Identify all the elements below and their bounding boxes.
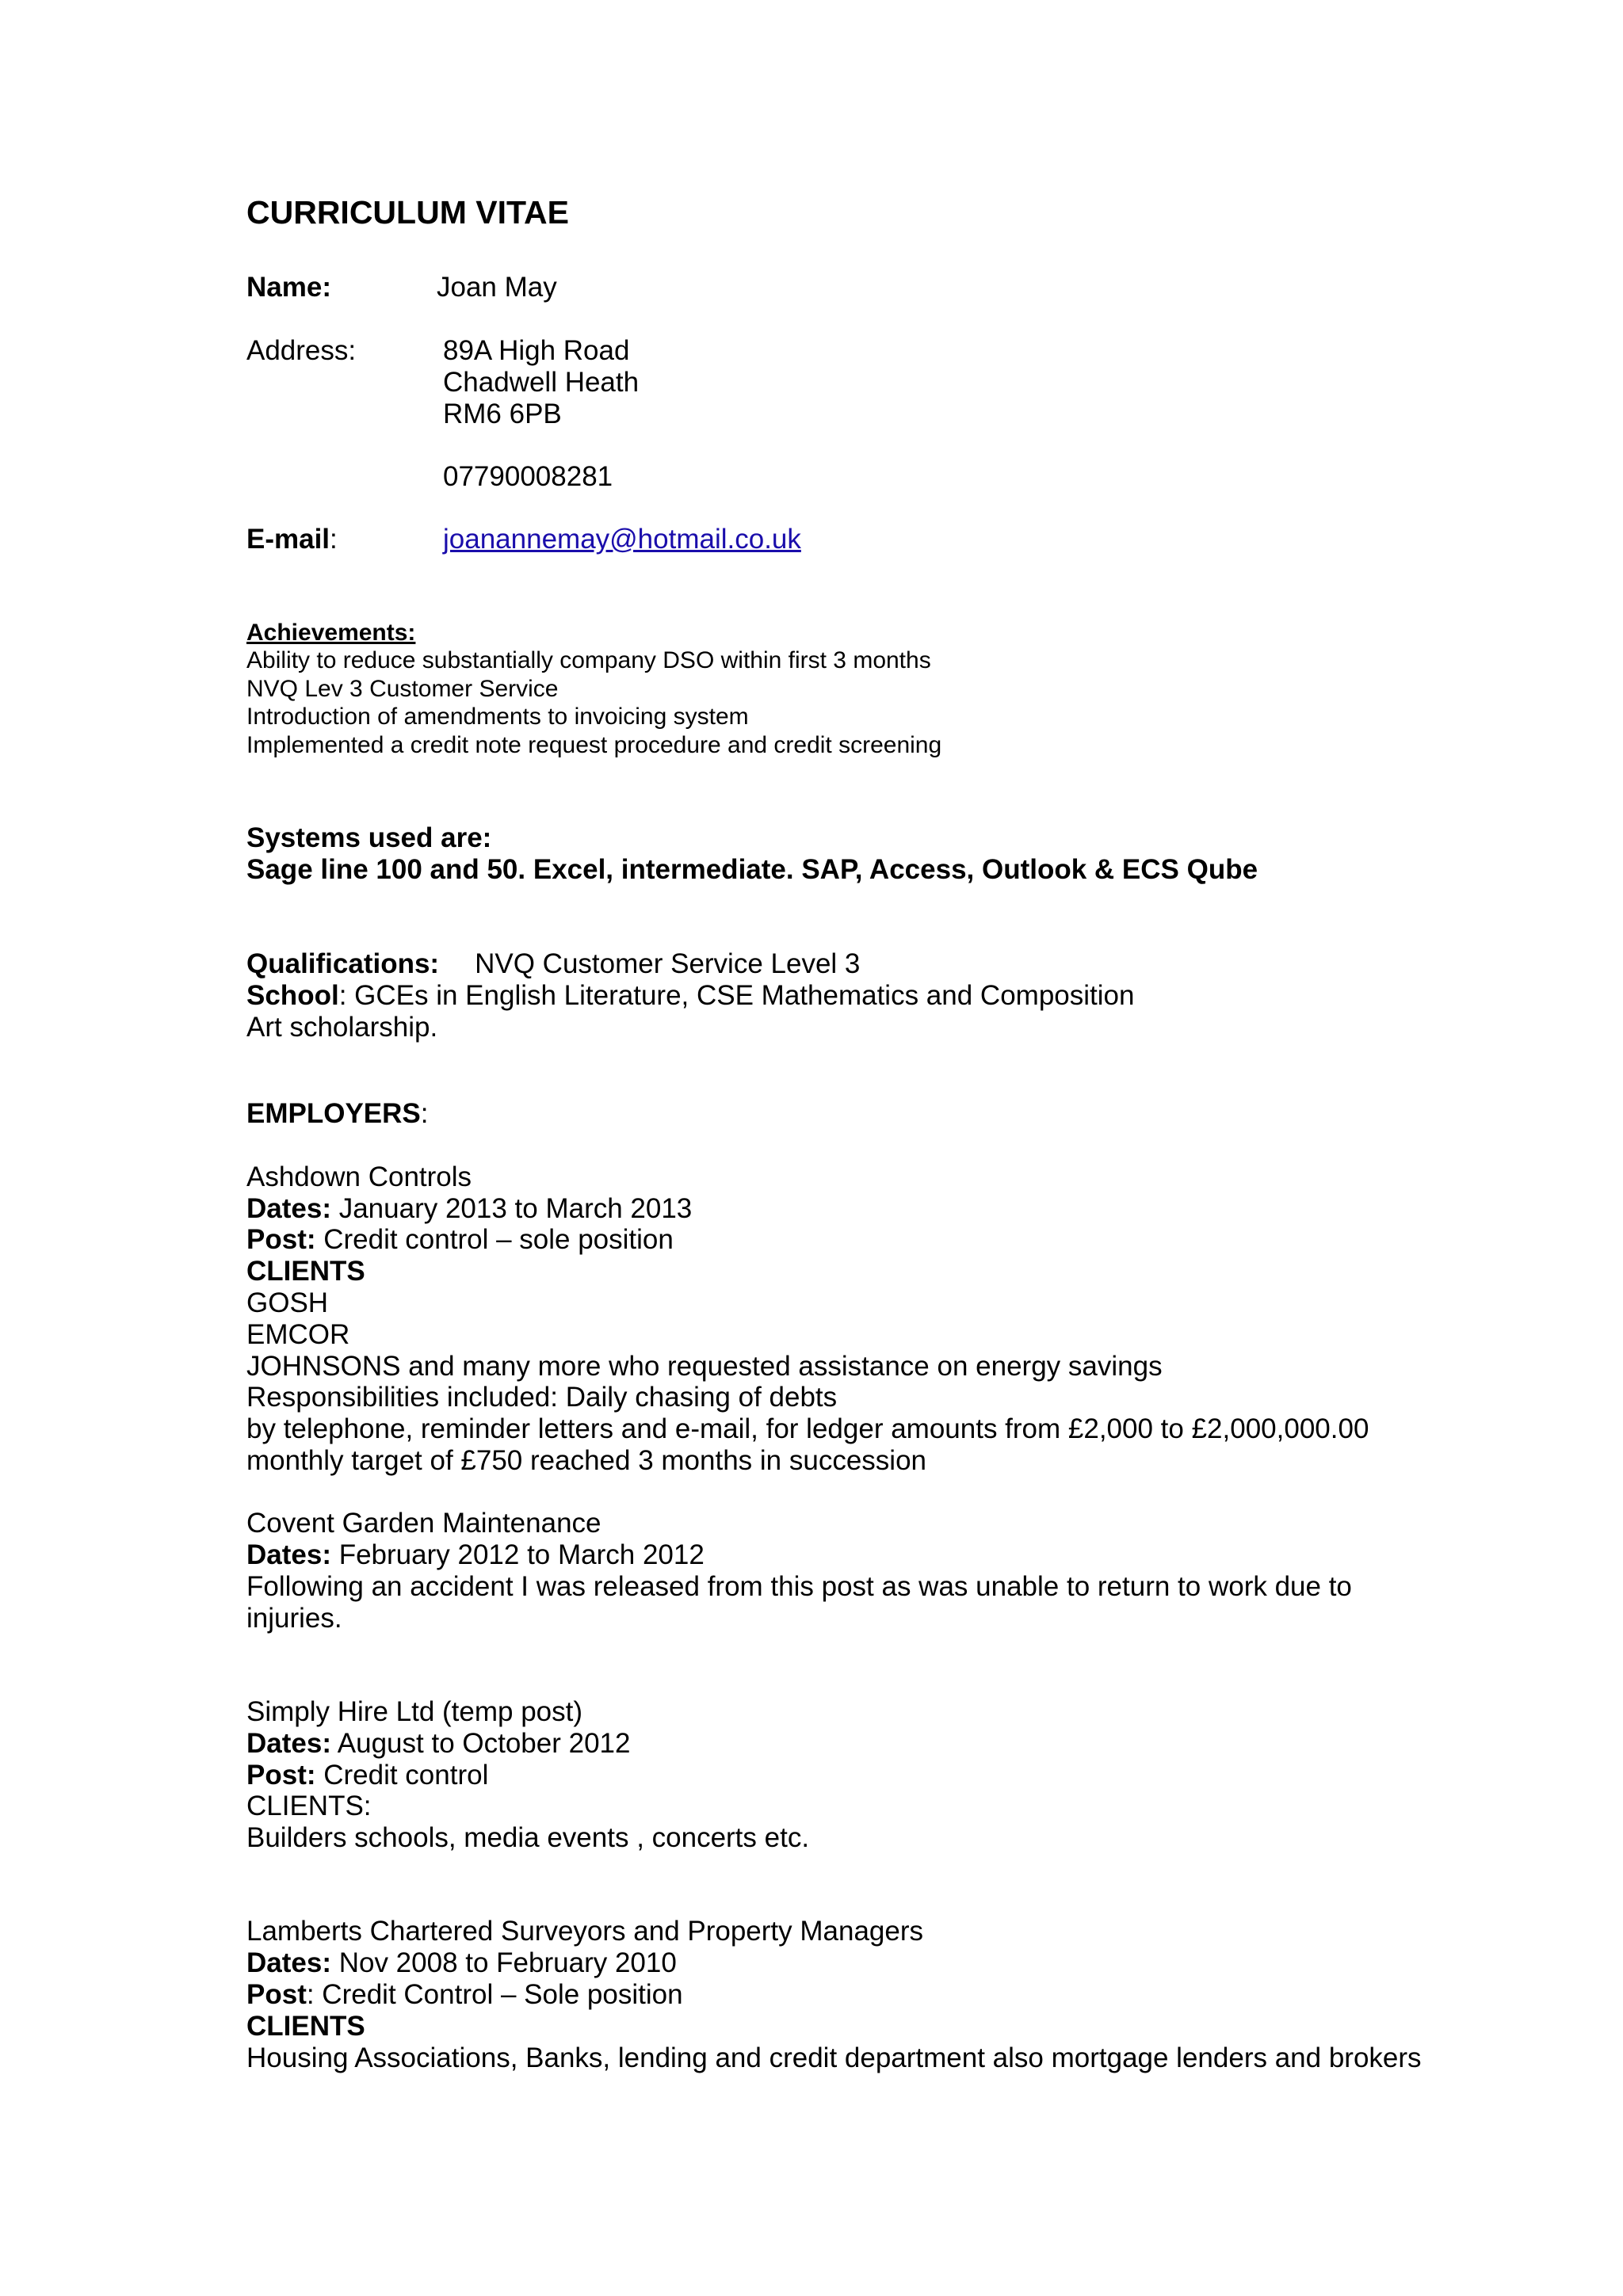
post-value: Credit control [315,1760,489,1791]
employer-dates [246,1947,677,1979]
employer-dates [246,1539,705,1571]
dates-value: January 2013 to March 2013 [330,1193,693,1224]
client-item: Builders schools, media events , concerts etc. [246,1822,810,1853]
post-label: Post [246,1979,307,2010]
name-row [246,272,1356,303]
name-value: Joan May [437,272,557,303]
achievement-item: Implemented a credit note request procedure and credit screening [246,732,942,758]
clients-label: CLIENTS [246,1256,365,1287]
employers-heading: EMPLOYERS [246,1098,421,1129]
employer-dates [246,1193,692,1225]
qualifications-row [246,948,860,980]
achievement-item: Introduction of amendments to invoicing system [246,704,749,730]
school-label: School [246,980,339,1011]
dates-value: February 2012 to March 2012 [330,1539,705,1570]
art-scholarship: Art scholarship. [246,1012,438,1043]
systems-heading: Systems used are: [246,822,492,853]
employer-dates [246,1728,630,1760]
employer-name: Simply Hire Ltd (temp post) [246,1696,583,1727]
qualifications-label: Qualifications: [246,948,440,979]
dates-label: Dates: [246,1539,331,1570]
employer-post [246,1760,488,1791]
employer-post [246,1224,674,1256]
page-title: CURRICULUM VITAE [246,194,569,231]
dates-label: Dates: [246,1728,331,1759]
systems-text: Sage line 100 and 50. Excel, intermediate. SAP, Access, Outlook & ECS Qube [246,854,1258,885]
school-value: : GCEs in English Literature, CSE Mathematics and Composition [338,980,1135,1011]
employers-colon: : [420,1098,429,1129]
school-row [246,980,1134,1012]
address-row [246,335,1356,367]
employer-detail: Responsibilities included: Daily chasing of debts [246,1382,838,1413]
phone-number: 07790008281 [443,461,613,492]
achievement-item: NVQ Lev 3 Customer Service [246,676,559,702]
post-label: Post: [246,1224,316,1255]
dates-label: Dates: [246,1193,331,1224]
achievement-item: Ability to reduce substantially company DSO within first 3 months [246,647,931,673]
employers-heading-row [246,1098,429,1130]
employer-name: Lamberts Chartered Surveyors and Property Managers [246,1916,924,1947]
clients-label: CLIENTS [246,2011,365,2042]
address-line-3: RM6 6PB [443,399,562,429]
email-label: E-mail [246,524,330,555]
dates-label: Dates: [246,1947,331,1978]
employer-post [246,1979,683,2011]
qualifications-value: NVQ Customer Service Level 3 [475,948,861,979]
email-colon: : [330,524,338,555]
post-value: : Credit Control – Sole position [306,1979,683,2010]
email-link[interactable]: joanannemay@hotmail.co.uk [443,524,801,555]
client-item: EMCOR [246,1319,350,1350]
employer-detail: by telephone, reminder letters and e-mail, for ledger amounts from £2,000 to £2,000,000.00 [246,1413,1369,1444]
employer-detail: injuries. [246,1603,342,1634]
achievements-heading: Achievements: [246,620,416,646]
employer-name: Covent Garden Maintenance [246,1508,601,1539]
dates-value: Nov 2008 to February 2010 [330,1947,677,1978]
employer-detail: Following an accident I was released from this post as was unable to return to work due to [246,1571,1352,1602]
dates-value: August to October 2012 [330,1728,631,1759]
client-item: Housing Associations, Banks, lending and credit department also mortgage lenders and brokers [246,2042,1422,2073]
clients-label: CLIENTS: [246,1791,372,1821]
employer-detail: monthly target of £750 reached 3 months in succession [246,1445,926,1476]
email-row [246,524,1356,555]
client-item: GOSH [246,1287,329,1318]
employer-name: Ashdown Controls [246,1161,472,1192]
address-line-2: Chadwell Heath [443,367,640,398]
address-line-1: 89A High Road [443,335,630,366]
name-label: Name: [246,272,331,303]
client-item: JOHNSONS and many more who requested assistance on energy savings [246,1351,1163,1382]
post-value: Credit control – sole position [315,1224,674,1255]
address-label: Address: [246,335,357,366]
post-label: Post: [246,1760,316,1791]
